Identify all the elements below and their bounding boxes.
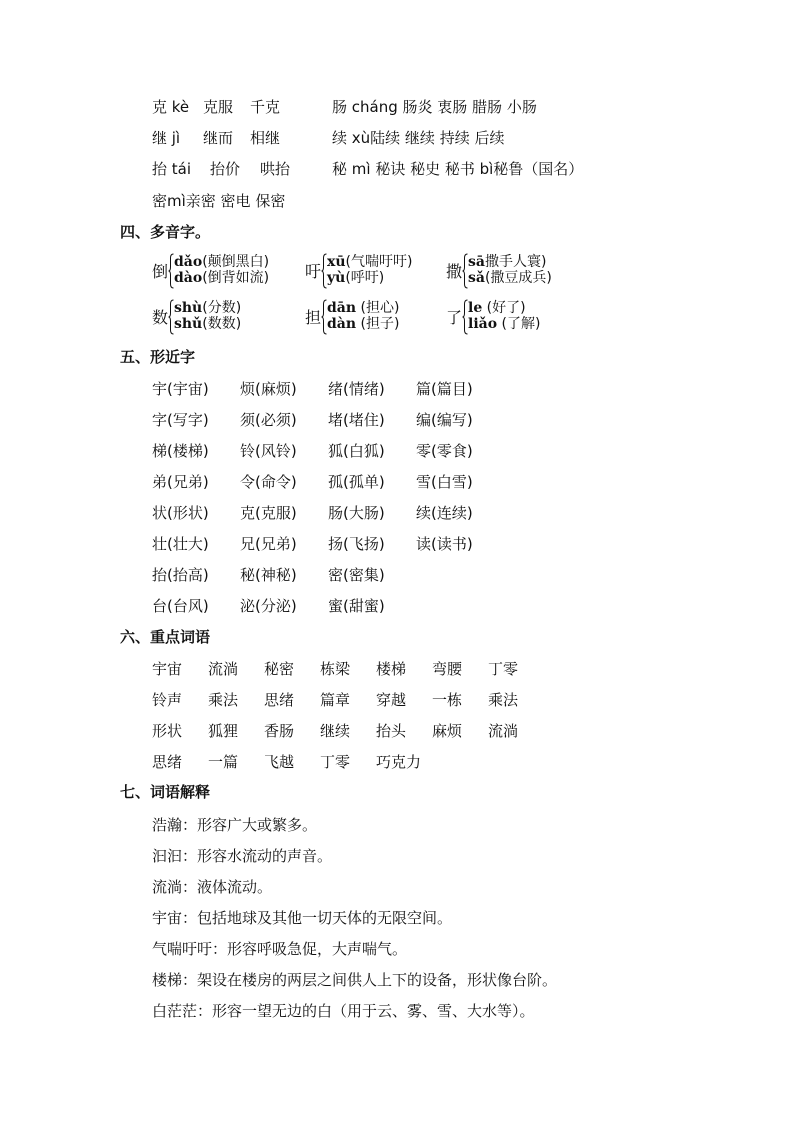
similar-char-item: 令(命令) <box>240 473 297 491</box>
similar-char-item: 烦(麻烦) <box>240 380 297 398</box>
polyphone-entry <box>446 253 586 293</box>
key-word-item: 乘法 <box>488 691 519 709</box>
similar-char-item: 梯(楼梯) <box>152 442 209 460</box>
section-heading-polyphones: 四、多音字。 <box>120 223 211 241</box>
key-word-item: 继续 <box>320 722 351 740</box>
key-word-item: 篇章 <box>320 691 351 709</box>
vocab-entry: 秘 mì 秘诀 秘史 秘书 bì秘鲁（国名） <box>332 160 584 178</box>
key-word-item: 铃声 <box>152 691 183 709</box>
polyphone-reading <box>174 300 241 317</box>
similar-char-item: 抬(抬高) <box>152 566 209 584</box>
vocab-entry: 克服 <box>203 98 234 116</box>
pinyin: yù <box>327 270 346 286</box>
similar-char-item: 编(编写) <box>416 411 473 429</box>
polyphone-reading <box>468 270 552 287</box>
similar-char-item: 宇(宇宙) <box>152 380 209 398</box>
polyphone-entry <box>305 253 445 293</box>
polyphone-reading <box>174 316 241 333</box>
pinyin: liǎo <box>468 316 498 332</box>
pinyin: sǎ <box>468 270 485 286</box>
similar-char-item: 堵(堵住) <box>328 411 385 429</box>
vocab-entry: 续 xù陆续 继续 持续 后续 <box>332 129 505 147</box>
word-definition: 气喘吁吁：形容呼吸急促，大声喘气。 <box>152 940 408 958</box>
similar-char-item: 篇(篇目) <box>416 380 473 398</box>
similar-char-item: 狐(白狐) <box>328 442 385 460</box>
key-word-item: 狐狸 <box>208 722 239 740</box>
pinyin: dǎo <box>174 254 203 270</box>
pinyin: dàn <box>327 316 357 332</box>
similar-char-item: 扬(飞扬) <box>328 535 385 553</box>
polyphone-char: 数 <box>152 308 169 327</box>
word-definition: 白茫茫：形容一望无边的白（用于云、雾、雪、大水等）。 <box>152 1002 535 1020</box>
polyphone-reading <box>327 270 384 287</box>
word-definition: 楼梯：架设在楼房的两层之间供人上下的设备，形状像台阶。 <box>152 971 558 989</box>
similar-char-item: 肠(大肠) <box>328 504 385 522</box>
similar-char-item: 零(零食) <box>416 442 473 460</box>
key-word-item: 栋梁 <box>320 660 351 678</box>
key-word-item: 穿越 <box>376 691 407 709</box>
key-word-item: 麻烦 <box>432 722 463 740</box>
word-definition: 汩汩：形容水流动的声音。 <box>152 847 333 865</box>
similar-char-item: 雪(白雪) <box>416 473 473 491</box>
vocab-entry: 密mì亲密 密电 保密 <box>152 192 286 210</box>
key-word-item: 宇宙 <box>152 660 183 678</box>
polyphone-char: 撒 <box>446 262 463 281</box>
pinyin: xū <box>327 254 346 270</box>
key-word-item: 思绪 <box>152 753 183 771</box>
word-definition: 流淌：液体流动。 <box>152 878 273 896</box>
similar-char-item: 孤(孤单) <box>328 473 385 491</box>
key-word-item: 一篇 <box>208 753 239 771</box>
similar-char-item: 秘(神秘) <box>240 566 297 584</box>
vocab-entry: 抬价 <box>210 160 241 178</box>
key-word-item: 巧克力 <box>376 753 422 771</box>
key-word-item: 丁零 <box>488 660 519 678</box>
vocab-entry: 肠 cháng 肠炎 衷肠 腊肠 小肠 <box>332 98 537 116</box>
similar-char-item: 字(写字) <box>152 411 209 429</box>
polyphone-reading <box>174 270 269 287</box>
key-word-item: 流淌 <box>208 660 239 678</box>
polyphone-char: 担 <box>305 308 322 327</box>
key-word-item: 丁零 <box>320 753 351 771</box>
key-word-item: 香肠 <box>264 722 295 740</box>
polyphone-entry <box>305 299 445 339</box>
example-word: (数数) <box>202 316 242 332</box>
example-word: (了解) <box>497 316 541 332</box>
pinyin: shù <box>174 300 203 316</box>
pinyin: le <box>468 300 483 316</box>
example-word: (气喘吁吁) <box>345 254 413 270</box>
word-definition: 浩瀚：形容广大或繁多。 <box>152 816 318 834</box>
polyphone-reading <box>468 300 526 317</box>
pinyin: shǔ <box>174 316 203 332</box>
polyphone-reading <box>174 254 269 271</box>
key-word-item: 秘密 <box>264 660 295 678</box>
similar-char-item: 读(读书) <box>416 535 473 553</box>
key-word-item: 飞越 <box>264 753 295 771</box>
polyphone-reading <box>327 254 412 271</box>
key-word-item: 形状 <box>152 722 183 740</box>
polyphone-reading <box>468 316 540 333</box>
section-heading-similar-chars: 五、形近字 <box>120 348 196 366</box>
example-word: 撒手人寰) <box>484 254 547 270</box>
polyphone-reading <box>327 300 399 317</box>
key-word-item: 思绪 <box>264 691 295 709</box>
pinyin: sā <box>468 254 485 270</box>
example-word: (呼吁) <box>345 270 385 286</box>
polyphone-reading <box>327 316 399 333</box>
example-word: (颠倒黑白) <box>202 254 270 270</box>
similar-char-item: 密(密集) <box>328 566 385 584</box>
key-word-item: 一栋 <box>432 691 463 709</box>
pinyin: dào <box>174 270 203 286</box>
vocab-entry: 相继 <box>250 129 281 147</box>
word-definition: 宇宙：包括地球及其他一切天体的无限空间。 <box>152 909 453 927</box>
similar-char-item: 兄(兄弟) <box>240 535 297 553</box>
vocab-entry: 继而 <box>203 129 234 147</box>
polyphone-char: 了 <box>446 308 463 327</box>
similar-char-item: 状(形状) <box>152 504 209 522</box>
polyphone-entry <box>446 299 586 339</box>
vocab-entry: 千克 <box>250 98 281 116</box>
similar-char-item: 克(克服) <box>240 504 297 522</box>
vocab-entry: 抬 tái <box>152 160 192 178</box>
similar-char-item: 绪(情绪) <box>328 380 385 398</box>
polyphone-reading <box>468 254 546 271</box>
example-word: (倒背如流) <box>202 270 270 286</box>
similar-char-item: 壮(壮大) <box>152 535 209 553</box>
example-word: (担子) <box>356 316 400 332</box>
similar-char-item: 续(连续) <box>416 504 473 522</box>
key-word-item: 楼梯 <box>376 660 407 678</box>
example-word: (担心) <box>356 300 400 316</box>
similar-char-item: 铃(风铃) <box>240 442 297 460</box>
similar-char-item: 须(必须) <box>240 411 297 429</box>
example-word: (撒豆成兵) <box>484 270 552 286</box>
vocab-entry: 哄抬 <box>260 160 291 178</box>
vocab-entry: 继 jì <box>152 129 181 147</box>
polyphone-entry <box>152 253 292 293</box>
similar-char-item: 泌(分泌) <box>240 597 297 615</box>
example-word: (分数) <box>202 300 242 316</box>
similar-char-item: 台(台风) <box>152 597 209 615</box>
key-word-item: 弯腰 <box>432 660 463 678</box>
section-heading-key-words: 六、重点词语 <box>120 628 211 646</box>
polyphone-char: 吁 <box>305 262 322 281</box>
similar-char-item: 弟(兄弟) <box>152 473 209 491</box>
key-word-item: 抬头 <box>376 722 407 740</box>
key-word-item: 流淌 <box>488 722 519 740</box>
polyphone-entry <box>152 299 292 339</box>
vocab-entry: 克 kè <box>152 98 190 116</box>
section-heading-word-explanations: 七、词语解释 <box>120 783 211 801</box>
polyphone-char: 倒 <box>152 262 169 281</box>
pinyin: dān <box>327 300 357 316</box>
similar-char-item: 蜜(甜蜜) <box>328 597 385 615</box>
example-word: (好了) <box>482 300 526 316</box>
key-word-item: 乘法 <box>208 691 239 709</box>
